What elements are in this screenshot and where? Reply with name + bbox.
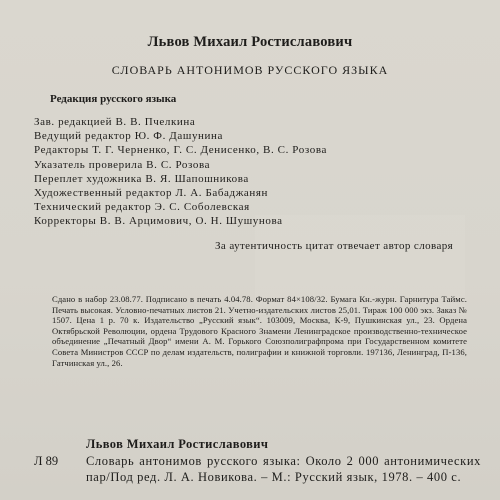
credits-list: [34, 115, 327, 229]
author-name: Львов Михаил Ростиславович: [147, 34, 353, 50]
citation-disclaimer: За аутентичность цитат отвечает автор словаря: [215, 240, 454, 252]
credit-line: Зав. редакцией В. В. Пчелкина: [34, 116, 196, 128]
catalog-card-index: Л 89: [34, 454, 59, 468]
credit-line: Художественный редактор Л. А. Бабаджанян: [34, 186, 269, 199]
edition-label: Редакция русского языка: [50, 93, 177, 105]
credit-line: Указатель проверила В. С. Розова: [34, 158, 211, 171]
book-title: СЛОВАРЬ АНТОНИМОВ РУССКОГО ЯЗЫКА: [111, 63, 389, 77]
credit-line: Корректоры В. В. Арцимович, О. Н. Шушунова: [34, 215, 283, 228]
imprint-block: Сдано в набор 23.08.77. Подписано в печать 4.04.78. Формат 84×108/32. Бумага Кн.-журн. Гарнитура Таймс. Печать высокая. Условно-печатных листов 21. Учетно-издательских листов 25,01. Тираж 100 000 экз. Заказ № 1507. Цена 1 р. 70 к. Издательство „Русский язык“. 103009, Москва, К-9, Пушкинская ул., 23. Ордена Октябрьской Революции, ордена Трудового Красного Знамени Ленинградское производственно-техническое объединение „Печатный Двор“ имени А. М. Горького Союзполиграфпрома при Государственном комитете Совета Министров СССР по делам издательств, полиграфии и книжной торговли. 197136, Ленинград, П-136, Гатчинская ул., 26.: [52, 294, 467, 368]
credit-line: Технический редактор Э. С. Соболевская: [34, 201, 250, 214]
credit-line: Редакторы Т. Г. Чернeнко, Г. С. Денисенко, В. С. Розова: [34, 144, 327, 157]
credit-line: Ведущий редактор Ю. Ф. Дашунина: [34, 130, 223, 143]
catalog-card-author: Львов Михаил Ростиславович: [86, 437, 269, 451]
credit-line: Переплет художника В. Я. Шапошникова: [34, 172, 249, 185]
catalog-card-text: Словарь антонимов русского языка: Около 2 000 антонимических пар/Под ред. Л. А. Новикова. – М.: Русский язык, 1978. – 400 с.: [86, 454, 481, 484]
